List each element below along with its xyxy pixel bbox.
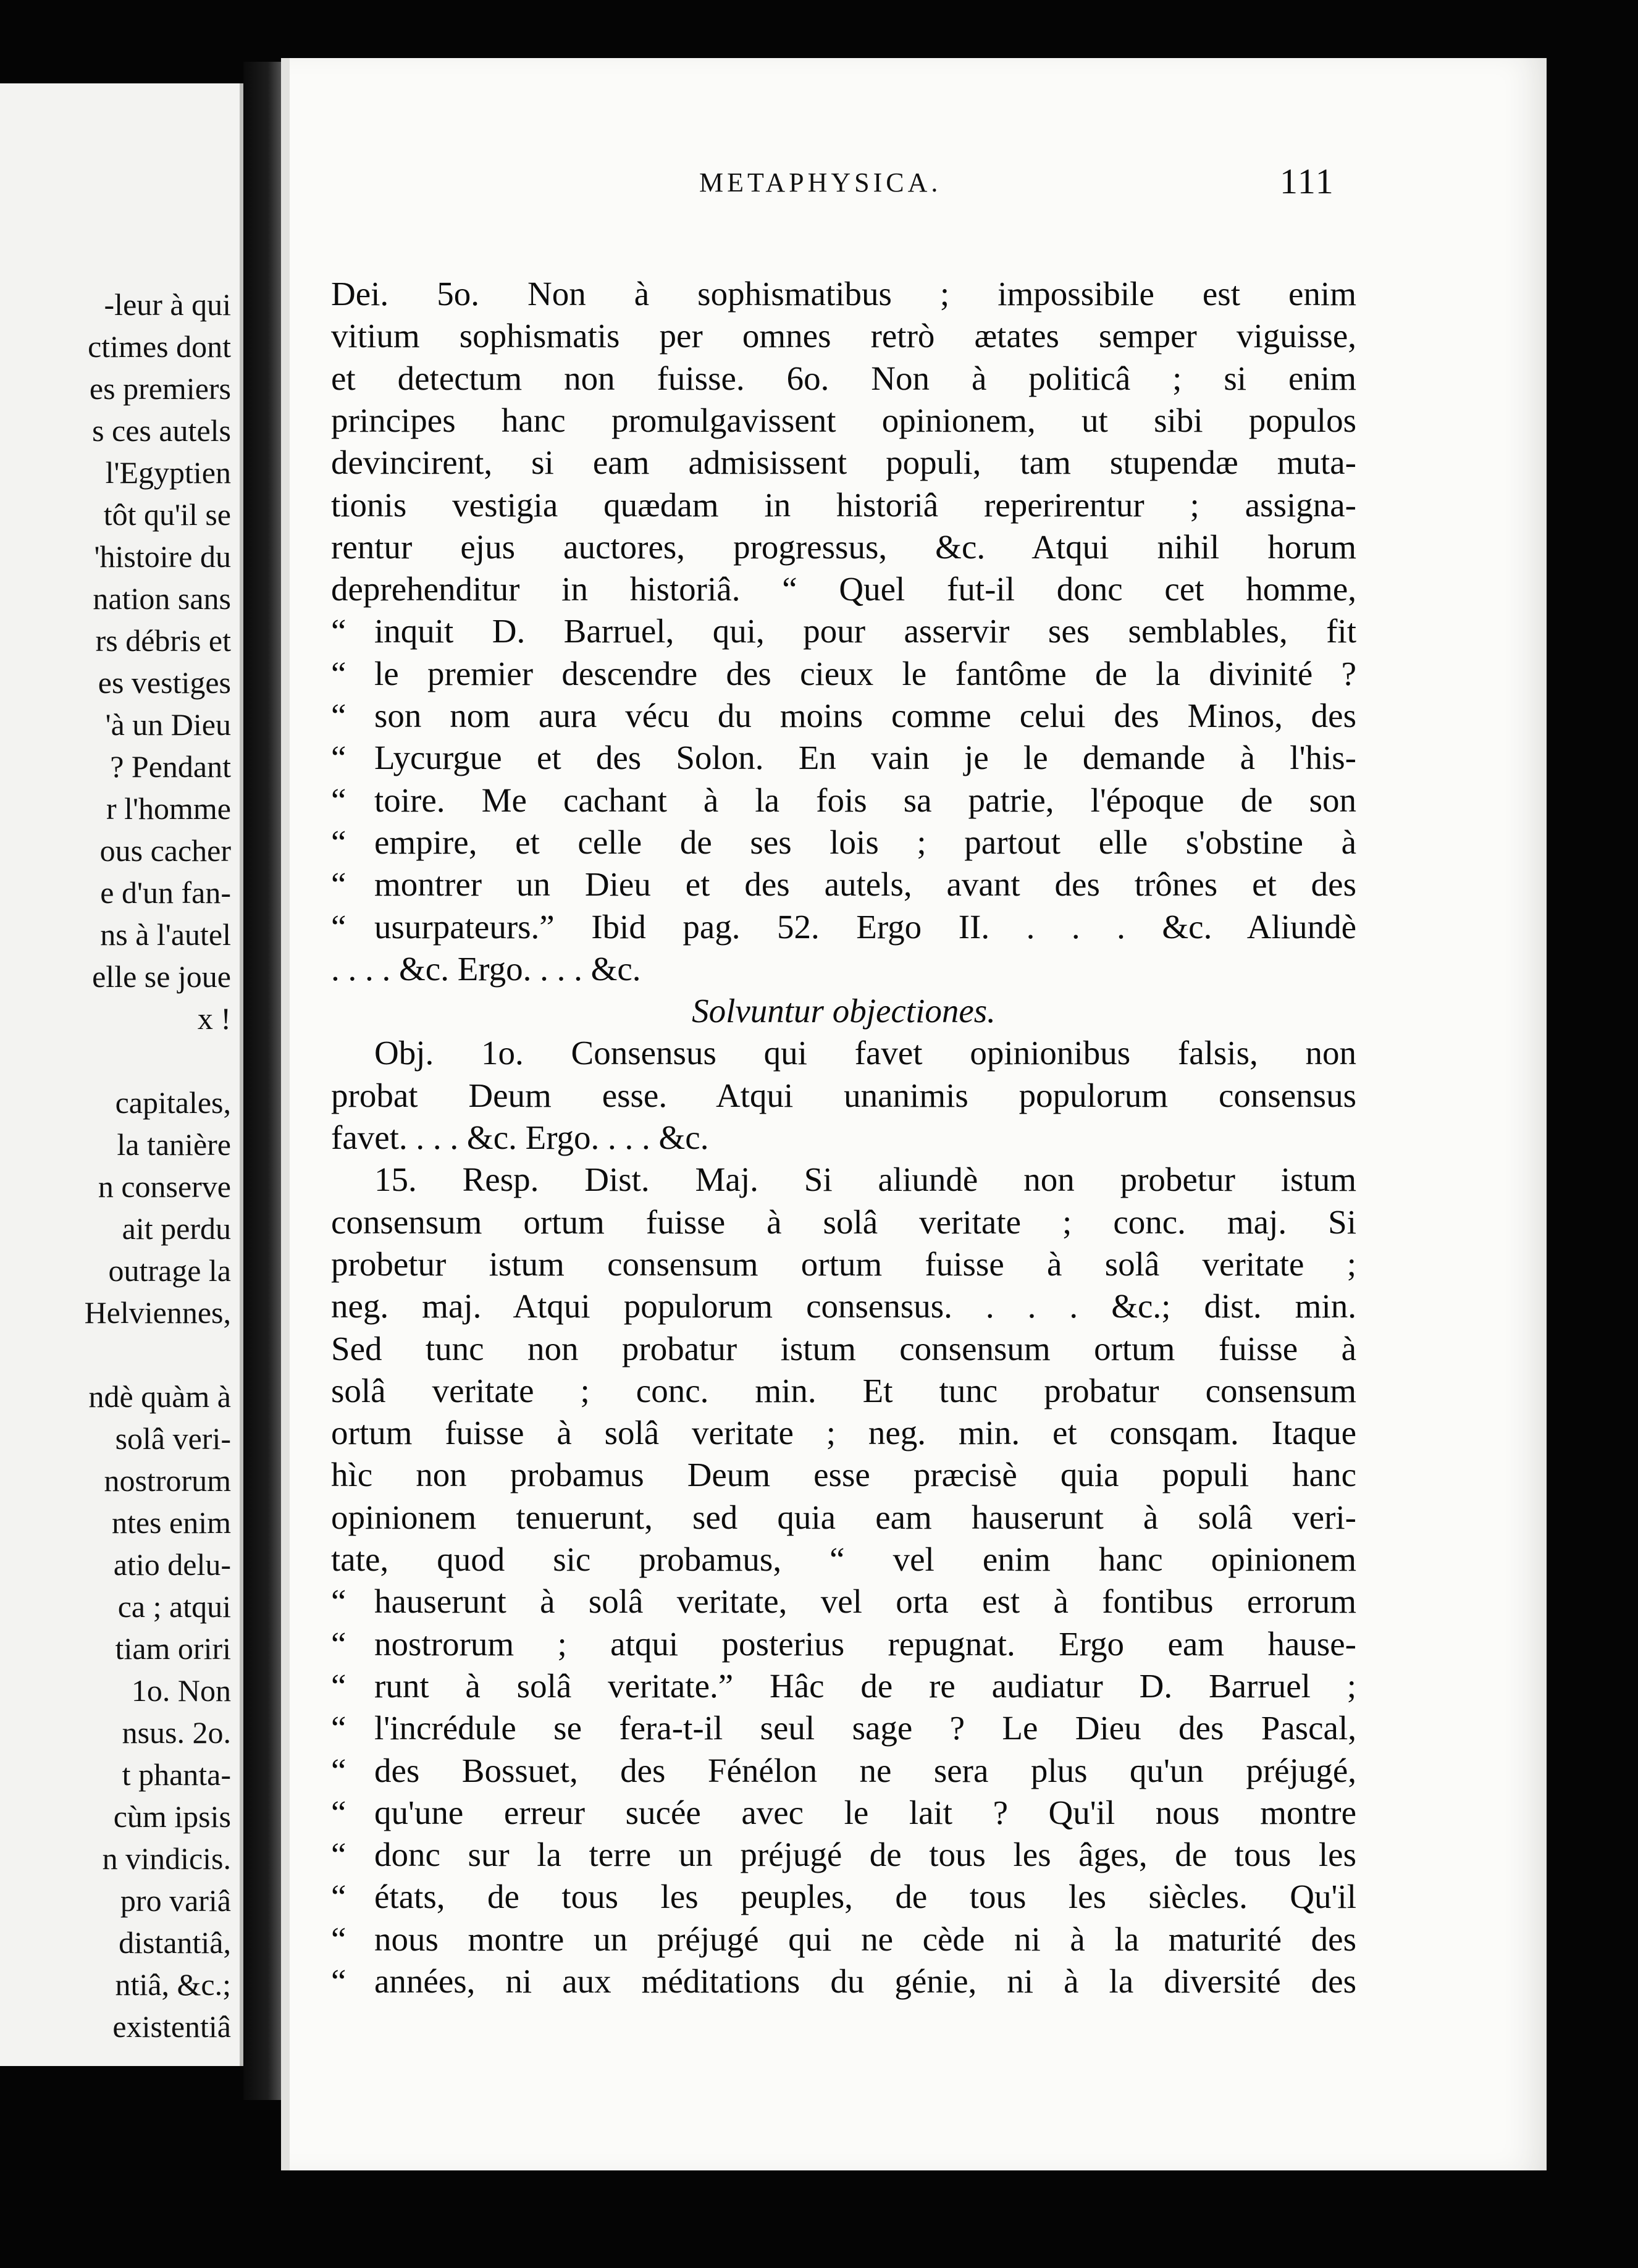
quote-mark: “ [331, 697, 346, 734]
text-line-content: probetur istum consensum ortum fuisse à solâ veritate ; [331, 1245, 1356, 1283]
quote-mark: “ [331, 1793, 346, 1831]
text-line [331, 1328, 1356, 1370]
text-line [331, 1075, 1356, 1117]
text-line-content: 15. Resp. Dist. Maj. Si aliundè non probetur istum [374, 1161, 1356, 1199]
text-line-content: rentur ejus auctores, progressus, &c. Atqui nihil horum [331, 527, 1356, 566]
text-line [331, 863, 1356, 905]
text-line-content: nostrorum ; atqui posterius repugnat. Ergo eam hause- [374, 1624, 1356, 1663]
text-line [331, 484, 1356, 526]
left-page-line: r l'homme [106, 791, 231, 826]
left-page-line: 'histoire du [94, 539, 231, 574]
left-page-line: x ! [197, 1001, 231, 1036]
text-line [331, 1581, 1356, 1623]
quote-mark: “ [331, 654, 346, 692]
left-page-line: cùm ipsis [113, 1799, 231, 1834]
text-line-content: Dei. 5o. Non à sophismatibus ; impossibile est enim [331, 275, 1356, 313]
text-line-content: inquit D. Barruel, qui, pour asservir ses semblables, fit [374, 612, 1356, 650]
text-line-content: neg. maj. Atqui populorum consensus. . . . &c.; dist. min. [331, 1287, 1356, 1325]
quote-mark: “ [331, 1582, 346, 1621]
text-line [331, 779, 1356, 821]
text-line-content: principes hanc promulgavissent opinionem, ut sibi populos [331, 401, 1356, 439]
text-line [331, 273, 1356, 315]
text-line-content: vitium sophismatis per omnes retrò ætates semper viguisse, [331, 317, 1356, 355]
text-line [331, 1750, 1356, 1792]
text-line-content: opinionem tenuerunt, sed quia eam hauserunt à solâ veri- [331, 1498, 1356, 1536]
text-line-content: des Bossuet, des Fénélon ne sera plus qu'un préjugé, [374, 1751, 1356, 1789]
left-page-line: outrage la [108, 1253, 231, 1288]
text-line [331, 610, 1356, 652]
left-page-line: Helviennes, [84, 1295, 231, 1330]
quote-mark: “ [331, 781, 346, 819]
quote-mark: “ [331, 1878, 346, 1916]
quote-mark: “ [331, 1751, 346, 1789]
text-line [331, 1117, 1356, 1159]
quote-mark: “ [331, 1666, 346, 1705]
left-page-line: pro variâ [120, 1883, 231, 1918]
text-line [331, 1918, 1356, 1960]
text-line [331, 1370, 1356, 1412]
left-page-line: rs débris et [95, 623, 231, 658]
left-page-line: solâ veri- [115, 1421, 231, 1456]
text-line [331, 1454, 1356, 1496]
left-page-line: n vindicis. [102, 1841, 231, 1876]
text-line [331, 1497, 1356, 1539]
text-line [331, 1285, 1356, 1327]
text-line [331, 821, 1356, 863]
left-page-line: t phanta- [122, 1757, 231, 1792]
left-page-line: 1o. Non [131, 1673, 231, 1708]
left-page-line: elle se joue [92, 959, 231, 994]
quote-mark: “ [331, 1836, 346, 1874]
quote-mark: “ [331, 1920, 346, 1958]
text-line-content: et detectum non fuisse. 6o. Non à politicâ ; si enim [331, 359, 1356, 397]
text-line [331, 1834, 1356, 1876]
quote-mark: “ [331, 1709, 346, 1747]
text-line-content: montrer un Dieu et des autels, avant des trônes et des [374, 865, 1356, 904]
quote-mark: “ [331, 1624, 346, 1663]
left-page-line: ait perdu [122, 1211, 231, 1246]
text-line [331, 1623, 1356, 1665]
text-line-content: hìc non probamus Deum esse præcisè quia populi hanc [331, 1456, 1356, 1494]
quote-mark: “ [331, 907, 346, 946]
text-line-content: devincirent, si eam admisissent populi, tam stupendæ muta- [331, 443, 1356, 482]
left-page-line: atio delu- [113, 1547, 231, 1582]
text-line-content: l'incrédule se fera-t-il seul sage ? Le Dieu des Pascal, [374, 1709, 1356, 1747]
text-line-content: Sed tunc non probatur istum consensum ortum fuisse à [331, 1329, 1356, 1367]
left-page-line: ns à l'autel [100, 917, 231, 952]
text-line [331, 1412, 1356, 1454]
text-line-content: années, ni aux méditations du génie, ni à la diversité des [374, 1962, 1356, 2000]
text-line [331, 568, 1356, 610]
left-page-line: es vestiges [98, 665, 231, 700]
left-page-line: 'à un Dieu [105, 707, 231, 742]
left-page-line: nation sans [93, 581, 231, 616]
text-line-content: toire. Me cachant à la fois sa patrie, l'époque de son [374, 781, 1356, 819]
text-line-content: deprehenditur in historiâ. “ Quel fut-il donc cet homme, [331, 570, 1356, 608]
text-line-content: hauserunt à solâ veritate, vel orta est à fontibus errorum [374, 1582, 1356, 1621]
text-line-content: favet. . . . &c. Ergo. . . . &c. [331, 1119, 709, 1156]
left-page-line: -leur à qui [104, 287, 231, 322]
left-page-line: l'Egyptien [105, 455, 231, 490]
text-line-content: donc sur la terre un préjugé de tous les âges, de tous les [374, 1836, 1356, 1874]
text-line [331, 737, 1356, 779]
text-line-content: usurpateurs.” Ibid pag. 52. Ergo II. . . . &c. Aliundè [374, 907, 1356, 946]
left-page-line: tiam oriri [115, 1631, 231, 1666]
left-page-line: ctimes dont [88, 329, 231, 364]
text-line [331, 653, 1356, 695]
text-line [331, 315, 1356, 357]
left-page-line: distantiâ, [119, 1925, 231, 1960]
text-line [331, 358, 1356, 400]
text-line-content: états, de tous les peuples, de tous les siècles. Qu'il [374, 1878, 1356, 1916]
text-line [331, 1159, 1356, 1201]
section-heading [331, 990, 1356, 1032]
left-page-line: capitales, [115, 1085, 231, 1120]
quote-mark: “ [331, 823, 346, 861]
text-line-content: ortum fuisse à solâ veritate ; neg. min. et consqam. Itaque [331, 1414, 1356, 1452]
quote-mark: “ [331, 1962, 346, 2000]
text-line [331, 526, 1356, 568]
left-page [0, 83, 243, 2066]
left-page-line: la tanière [117, 1127, 231, 1162]
text-line-content: nous montre un préjugé qui ne cède ni à la maturité des [374, 1920, 1356, 1958]
text-line-content: probat Deum esse. Atqui unanimis populorum consensus [331, 1076, 1356, 1114]
left-page-line: ntes enim [111, 1505, 231, 1540]
text-line-content: tionis vestigia quædam in historiâ reperirentur ; assigna- [331, 485, 1356, 524]
left-page-line: ? Pendant [110, 749, 231, 784]
text-line-content: le premier descendre des cieux le fantôme de la divinité ? [374, 654, 1356, 692]
text-line-content: qu'une erreur sucée avec le lait ? Qu'il nous montre [374, 1793, 1356, 1831]
left-page-line: tôt qu'il se [103, 497, 231, 532]
text-line [331, 1707, 1356, 1749]
text-line [331, 906, 1356, 948]
left-page-line: ca ; atqui [117, 1589, 231, 1624]
quote-mark: “ [331, 612, 346, 650]
text-line-content: Solvuntur objectiones. [692, 992, 996, 1030]
quote-mark: “ [331, 865, 346, 904]
left-page-line: e d'un fan- [100, 875, 231, 910]
text-line-content: Lycurgue et des Solon. En vain je le demande à l'his- [374, 739, 1356, 777]
text-line [331, 948, 1356, 990]
text-line-content: tate, quod sic probamus, “ vel enim hanc opinionem [331, 1540, 1356, 1578]
left-page-line: nsus. 2o. [122, 1715, 231, 1750]
text-line [331, 442, 1356, 484]
text-line [331, 1032, 1356, 1074]
text-line-content: consensum ortum fuisse à solâ veritate ; conc. maj. Si [331, 1203, 1356, 1241]
text-line [331, 1665, 1356, 1707]
left-page-line: ndè quàm à [88, 1379, 231, 1414]
quote-mark: “ [331, 739, 346, 777]
left-page-line: n conserve [98, 1169, 231, 1204]
text-line [331, 1201, 1356, 1243]
text-line [331, 1960, 1356, 2002]
text-line [331, 1792, 1356, 1834]
left-page-line: existentiâ [112, 2009, 231, 2044]
text-line [331, 1539, 1356, 1581]
text-line-content: Obj. 1o. Consensus qui favet opinionibus falsis, non [374, 1034, 1356, 1072]
left-page-line: nostrorum [104, 1463, 231, 1498]
text-line [331, 1243, 1356, 1285]
left-page-line: s ces autels [92, 413, 231, 448]
left-page-line: ntiâ, &c.; [115, 1967, 231, 2002]
text-line-content: empire, et celle de ses lois ; partout elle s'obstine à [374, 823, 1356, 861]
text-line-content: son nom aura vécu du moins comme celui des Minos, des [374, 697, 1356, 734]
page-number: 111 [1280, 161, 1335, 201]
text-line-content: solâ veritate ; conc. min. Et tunc probatur consensum [331, 1371, 1356, 1409]
left-page-line: ous cacher [99, 833, 231, 868]
text-line [331, 695, 1356, 737]
text-line [331, 400, 1356, 442]
text-line-content: . . . . &c. Ergo. . . . &c. [331, 949, 641, 988]
running-head-title: METAPHYSICA. [699, 167, 942, 198]
text-line [331, 1876, 1356, 1918]
book-gutter [243, 62, 284, 2100]
left-page-line: es premiers [89, 371, 231, 406]
text-line-content: runt à solâ veritate.” Hâc de re audiatur D. Barruel ; [374, 1666, 1356, 1705]
